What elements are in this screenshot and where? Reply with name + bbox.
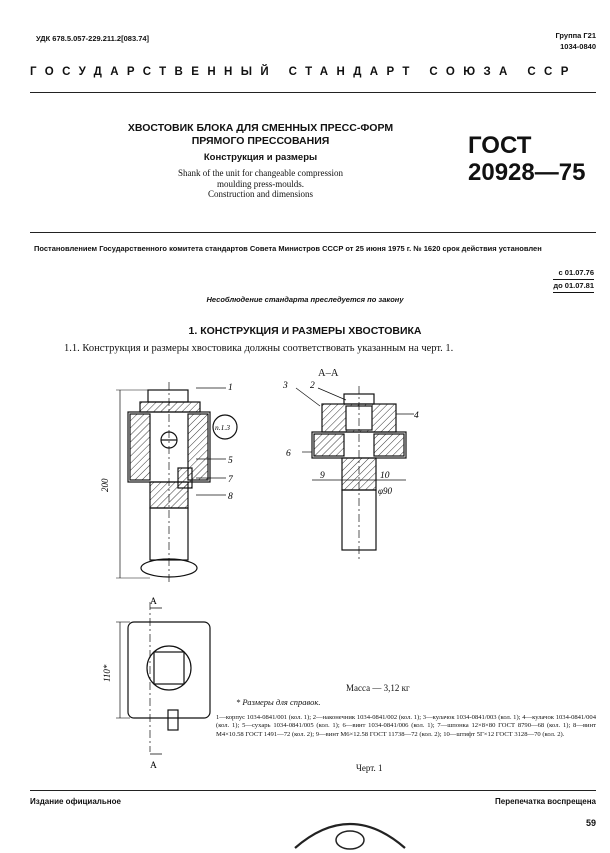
callout-10: 10: [380, 471, 390, 481]
state-standard-banner: ГОСУДАРСТВЕННЫЙ СТАНДАРТ СОЮЗА ССР: [30, 66, 577, 78]
english-line-1: Shank of the unit for changeable compression: [178, 168, 343, 178]
callout-3: 3: [283, 381, 288, 391]
callout-2: 2: [310, 381, 315, 391]
front-top-cap: [148, 390, 188, 402]
callout-9: 9: [320, 471, 325, 481]
group-label: Группа Г21: [555, 31, 596, 40]
section-cam-left: [314, 434, 344, 456]
dimension-note: * Размеры для справок.: [236, 697, 321, 707]
mass-label: Масса — 3,12 кг: [346, 683, 410, 693]
callout-5: 5: [228, 456, 233, 466]
udk-code: УДК 678.5.057-229.211.2[083.74]: [36, 34, 150, 43]
section-heading: 1. КОНСТРУКЦИЯ И РАЗМЕРЫ ХВОСТОВИКА: [188, 325, 422, 337]
gost-number: [468, 132, 588, 186]
title-divider: [30, 232, 596, 233]
callout-8: 8: [228, 492, 233, 502]
group-number: 1034-0840: [560, 42, 596, 51]
cut-label-top: А: [150, 597, 157, 607]
stamp-seal: [336, 831, 364, 849]
section-cam-right: [374, 434, 404, 456]
callout-7: 7: [228, 475, 233, 485]
callout-1: 1: [228, 383, 233, 393]
bottom-body: [128, 622, 210, 718]
document-title: [118, 122, 403, 148]
parts-list: 1—корпус 1034-0841/001 (кол. 1); 2—наконечник 1034-0841/002 (кол. 1); 3—кулачок 1034-0841/003 (кол. 1); 4—кулачок 1034-0841/004 (кол. 1); 5—сухарь 1034-0841/005 (кол. 1); 6—винт 1034-0841/006 (кол. 1); 7—шпонка 12×8×80 ГОСТ 8790—68 (кол. 1); 8—винт М4×10.58 ГОСТ 1491—72 (кол. 2); 9—винт М6×12.58 ГОСТ 11738—72 (кол. 2); 10—штифт 5Г×12 ГОСТ 3128—70 (кол. 2).: [216, 714, 596, 738]
english-line-3: Construction and dimensions: [208, 189, 313, 199]
cut-label-bottom: А: [150, 761, 157, 771]
callout-6: 6: [286, 449, 291, 459]
stamp-arc: [295, 824, 405, 848]
law-notice: Несоблюдение стандарта преследуется по закону: [206, 295, 404, 304]
title-line-1: ХВОСТОВИК БЛОКА ДЛЯ СМЕННЫХ ПРЕСС-ФОРМ: [127, 122, 394, 134]
front-view: [116, 382, 237, 582]
validity-dates: [553, 268, 594, 294]
paragraph-1-1: 1.1. Конструкция и размеры хвостовика должны соответствовать указанным на черт. 1.: [64, 343, 454, 354]
dim-110-label: 110*: [102, 664, 112, 682]
front-collar: [140, 402, 200, 412]
header-divider: [30, 92, 596, 93]
library-stamp: [285, 808, 415, 853]
reprint-prohibited: Перепечатка воспрещена: [495, 797, 596, 806]
front-body-hatch-left: [130, 414, 150, 480]
title-line-2: ПРЯМОГО ПРЕССОВАНИЯ: [191, 135, 330, 147]
bottom-screw: [168, 710, 178, 730]
gost-code: 20928—75: [468, 159, 586, 186]
group-code: [555, 30, 596, 52]
english-title: [118, 168, 403, 200]
footer-divider: [30, 790, 596, 791]
figure-caption: Черт. 1: [356, 763, 383, 773]
date-from: с 01.07.76: [553, 268, 594, 280]
leader-3: [296, 388, 320, 406]
leader-2: [318, 388, 346, 400]
gost-label: ГОСТ: [468, 132, 532, 159]
section-label: А–А: [318, 368, 339, 379]
section-view: [296, 386, 414, 560]
date-to: до 01.07.81: [553, 281, 594, 293]
official-edition: Издание официальное: [30, 797, 121, 806]
page-number: 59: [585, 818, 596, 828]
bottom-view: [116, 602, 210, 754]
ref-bubble-label: п.1.3: [215, 423, 230, 432]
callout-4: 4: [414, 411, 419, 421]
dim-200-label: 200: [100, 478, 110, 492]
dim-phi90-label: φ90: [378, 486, 392, 496]
decree-text: Постановлением Государственного комитета стандартов Совета Министров СССР от 25 июня 1975 г. № 1620 срок действия установлен: [34, 244, 542, 253]
title-subtitle: Конструкция и размеры: [203, 152, 318, 163]
bottom-cam-block: [154, 652, 184, 684]
english-line-2: moulding press-moulds.: [217, 178, 304, 189]
front-key: [178, 468, 192, 488]
